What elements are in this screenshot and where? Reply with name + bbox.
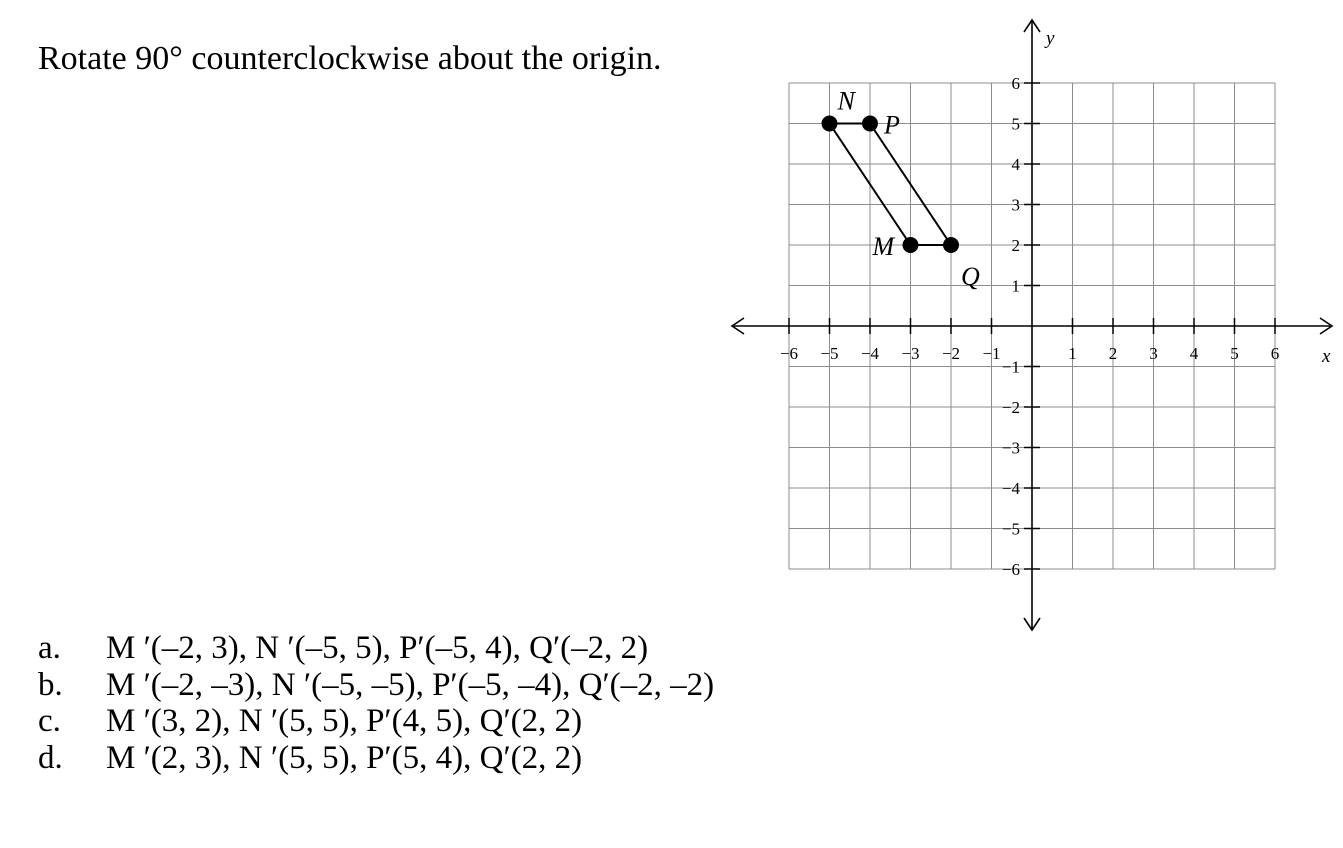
y-tick-label: −4 — [1001, 479, 1020, 498]
x-tick-label: 2 — [1108, 344, 1118, 363]
x-tick-label: −3 — [901, 344, 920, 363]
x-tick-label: 5 — [1230, 344, 1239, 363]
choice-letter: d. — [38, 739, 63, 776]
point-label-m: M — [872, 232, 895, 261]
point-label-q: Q — [961, 262, 980, 291]
y-tick-label: 3 — [1011, 195, 1020, 215]
point-m — [903, 237, 919, 253]
choice-d[interactable] — [38, 740, 714, 777]
x-tick-label: 1 — [1068, 344, 1077, 363]
x-tick-label: −5 — [820, 344, 839, 363]
x-axis-label: x — [1322, 346, 1331, 367]
point-label-n: N — [837, 86, 855, 116]
x-tick-label: 3 — [1149, 344, 1158, 363]
point-label-p: P — [884, 110, 900, 140]
point-q — [943, 237, 959, 253]
y-tick-label: 2 — [1011, 236, 1020, 255]
choice-text: M ′(–2, 3), N ′(–5, 5), P′(–5, 4), Q′(–2, 2) — [106, 630, 649, 666]
parallelogram-outline — [830, 124, 952, 246]
y-tick-label: −5 — [1001, 519, 1020, 539]
choice-text: M ′(2, 3), N ′(5, 5), P′(5, 4), Q′(2, 2) — [106, 739, 583, 776]
axes — [732, 20, 1332, 630]
x-tick-label: −2 — [941, 344, 961, 363]
x-tick-label: −6 — [779, 344, 799, 363]
x-tick-label: 6 — [1270, 344, 1280, 363]
y-tick-label: −2 — [1001, 398, 1020, 417]
choice-c[interactable] — [38, 703, 714, 740]
x-tick-label: 4 — [1189, 344, 1199, 363]
choice-letter: b. — [38, 666, 63, 703]
y-tick-label: 4 — [1011, 155, 1020, 174]
choice-text: M ′(3, 2), N ′(5, 5), P′(4, 5), Q′(2, 2) — [106, 703, 583, 739]
x-tick-label: −1 — [982, 344, 1001, 363]
answer-choices — [38, 630, 714, 776]
choice-a[interactable] — [38, 630, 714, 667]
y-tick-label: 6 — [1011, 74, 1020, 93]
y-tick-label: 5 — [1011, 114, 1020, 134]
x-tick-label: −4 — [860, 344, 880, 363]
y-tick-label: −3 — [1001, 438, 1020, 458]
y-tick-label: −6 — [1001, 560, 1020, 579]
y-axis-label: y — [1046, 28, 1055, 49]
choice-letter: a. — [38, 630, 61, 666]
question-text: Rotate 90° counterclockwise about the origin. — [38, 40, 662, 77]
parallelogram-mnpq — [822, 87, 981, 292]
choice-letter: c. — [38, 703, 61, 739]
point-n — [822, 116, 838, 132]
y-tick-label: 1 — [1011, 276, 1020, 296]
point-p — [862, 116, 878, 132]
y-tick-label: −1 — [1001, 357, 1020, 377]
choice-text: M ′(–2, –3), N ′(–5, –5), P′(–5, –4), Q′(–2, –2) — [106, 666, 715, 703]
choice-b[interactable] — [38, 667, 714, 704]
